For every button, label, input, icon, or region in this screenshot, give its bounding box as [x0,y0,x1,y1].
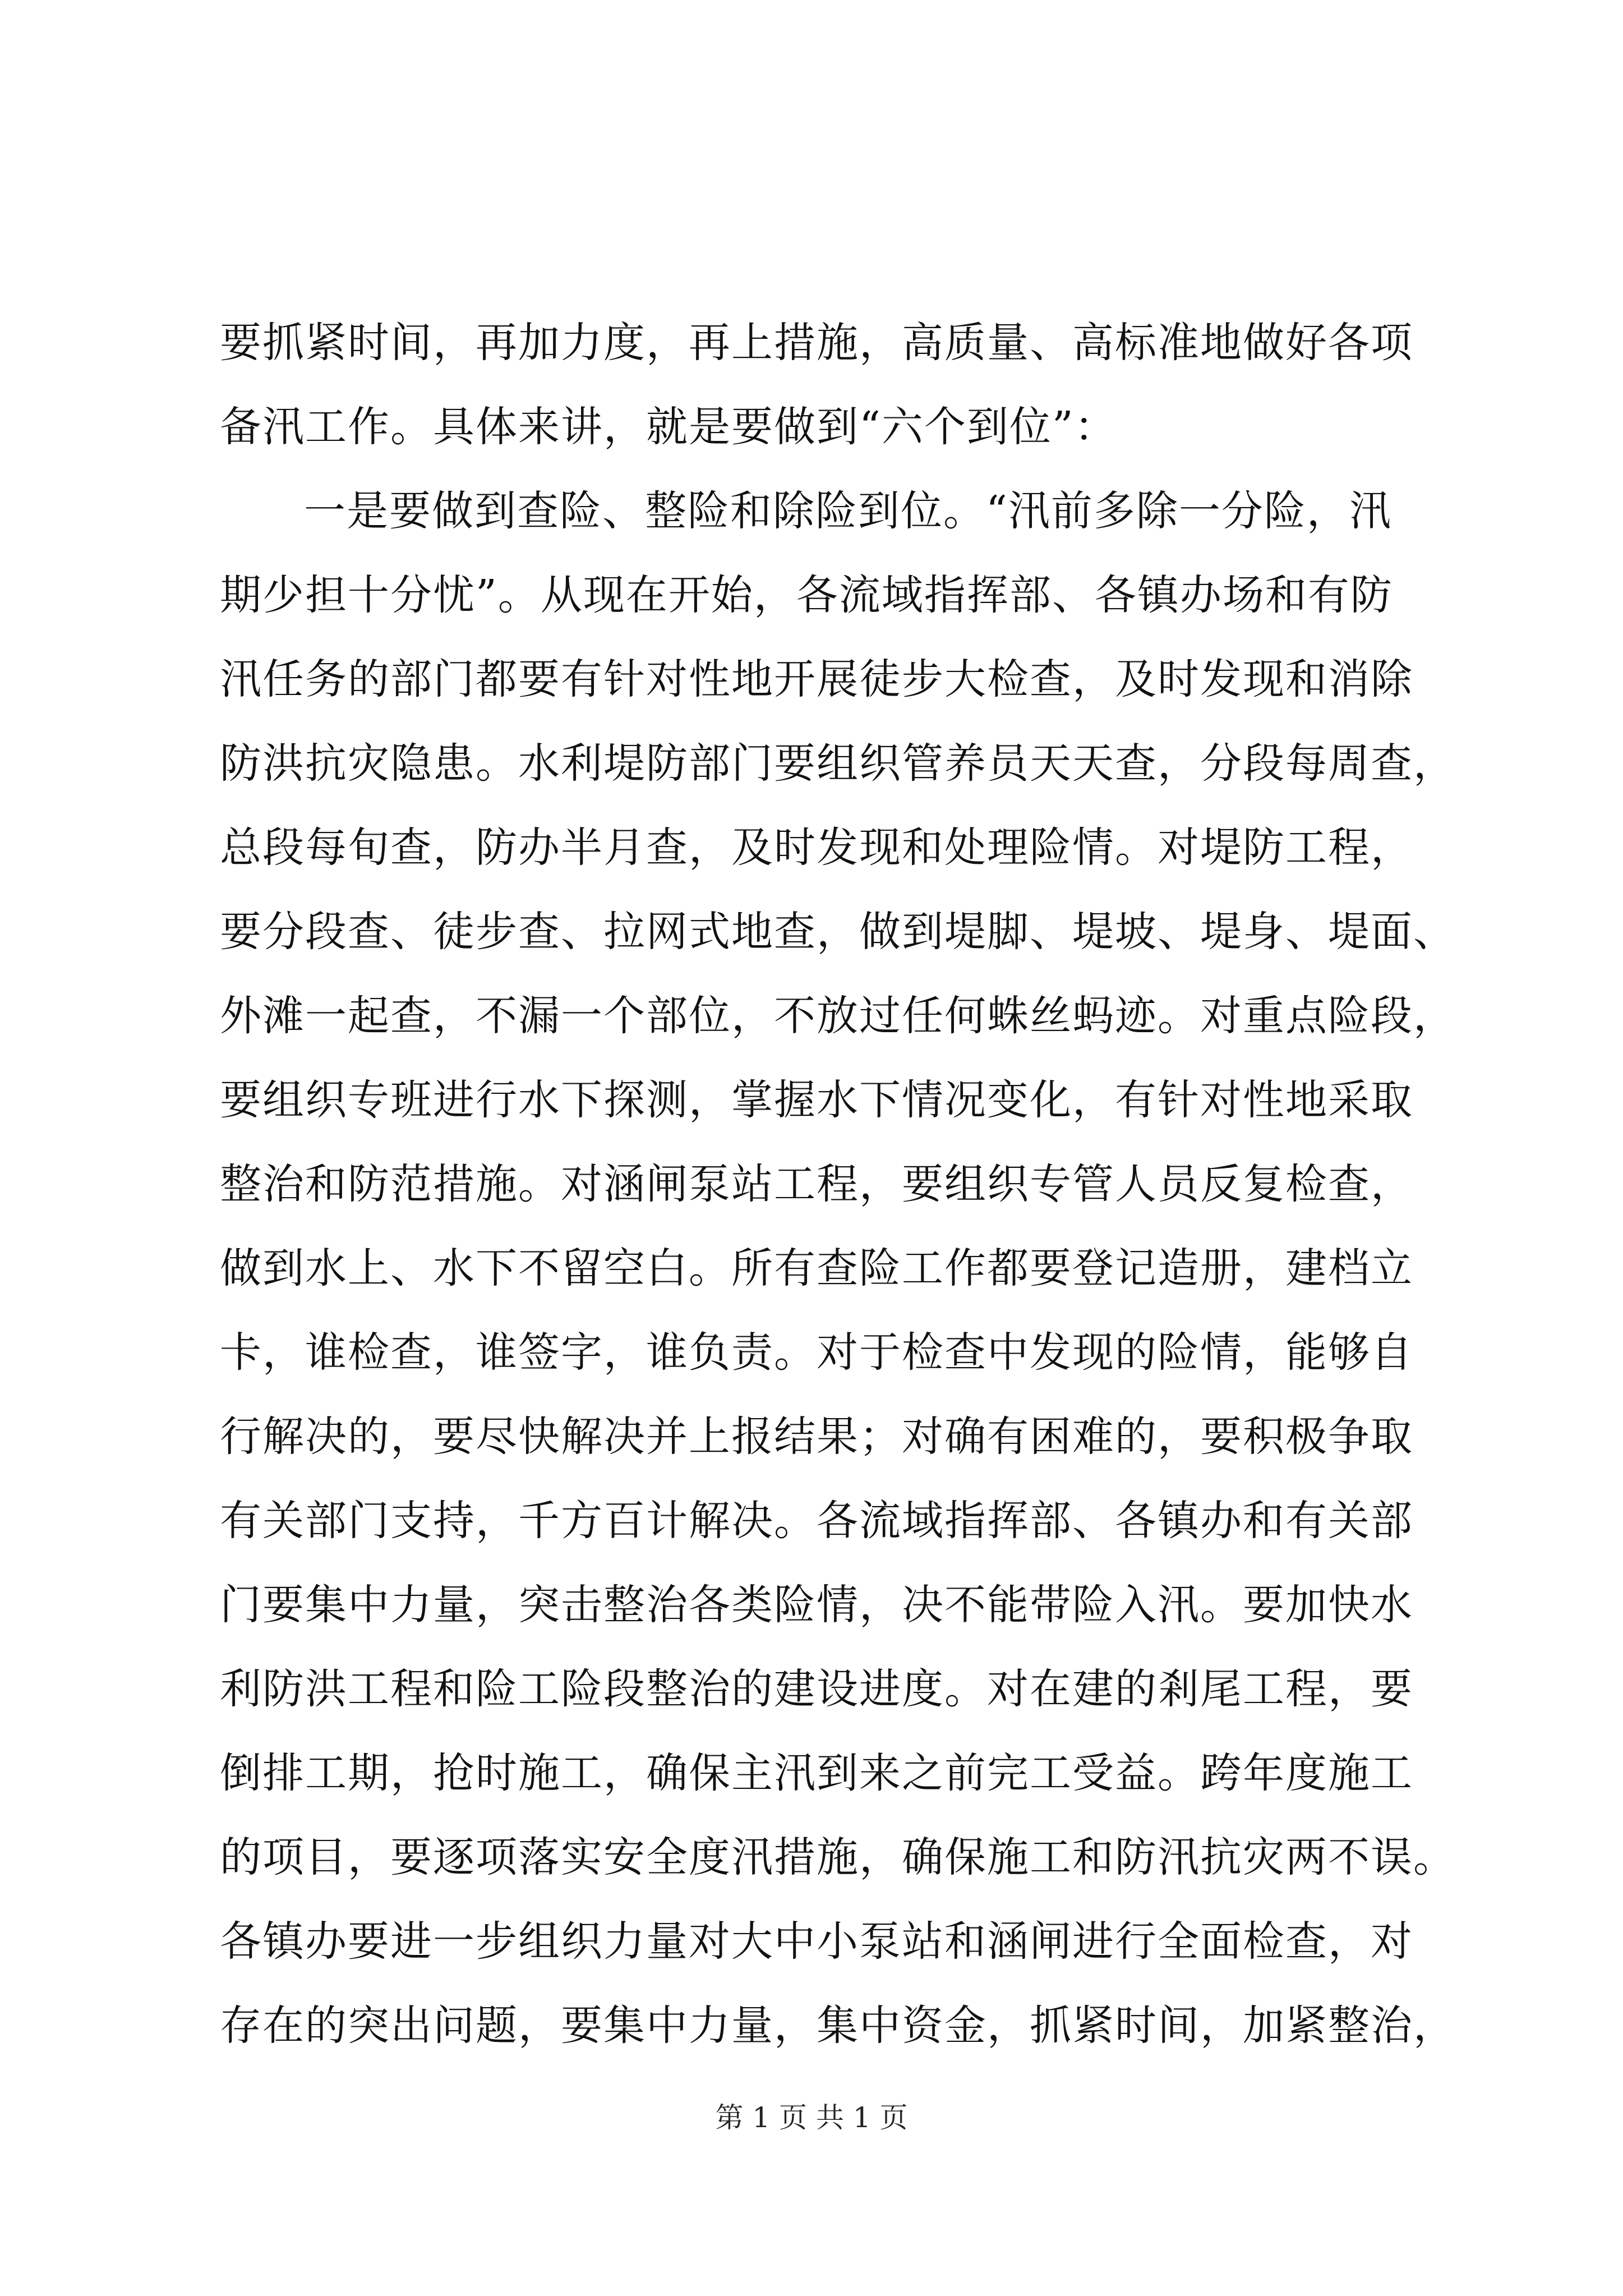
text-line: 门要集中力量，突击整治各类险情，决不能带险入汛。要加快水 [220,1581,1413,1629]
text-line: 汛任务的部门都要有针对性地开展徒步大检查，及时发现和消除 [220,655,1413,703]
text-line: 卡，谁检查，谁签字，谁负责。对于检查中发现的险情，能够自 [220,1328,1413,1377]
text-line: 总段每旬查，防办半月查，及时发现和处理险情。对堤防工程， [220,823,1413,872]
text-line: 存在的突出问题，要集中力量，集中资金，抓紧时间，加紧整治， [220,2001,1456,2050]
text-line: 要分段查、徒步查、拉网式地查，做到堤脚、堤坡、堤身、堤面、 [220,908,1456,956]
text-line: 利防洪工程和险工险段整治的建设进度。对在建的剎尾工程，要 [220,1665,1413,1713]
text-line: 各镇办要进一步组织力量对大中小泵站和涵闸进行全面检查，对 [220,1917,1413,1966]
text-line: 防洪抗灾隐患。水利堤防部门要组织管养员天天查，分段每周查， [220,739,1456,788]
text-line: 要抓紧时间，再加力度，再上措施，高质量、高标准地做好各项 [220,319,1413,367]
text-line: 要组织专班进行水下探测，掌握水下情况变化，有针对性地采取 [220,1076,1413,1124]
text-line: 的项目，要逐项落实安全度汛措施，确保施工和防汛抗灾两不误。 [220,1833,1456,1881]
text-line: 有关部门支持，千方百计解决。各流域指挥部、各镇办和有关部 [220,1497,1413,1545]
text-line: 外滩一起查，不漏一个部位，不放过任何蛛丝蚂迹。对重点险段， [220,992,1456,1040]
text-line: 倒排工期，抢时施工，确保主汛到来之前完工受益。跨年度施工 [220,1749,1413,1797]
page-number-footer: 第 1 页 共 1 页 [715,2101,908,2134]
text-line: 整治和防范措施。对涵闸泵站工程，要组织专管人员反复检查， [220,1160,1413,1208]
body-text [220,301,1456,2068]
paragraph-start-line: 一是要做到查险、整险和除险到位。“汛前多除一分险，汛 [304,487,1392,535]
text-line: 行解决的，要尽快解决并上报结果；对确有困难的，要积极争取 [220,1412,1413,1461]
text-line: 期少担十分忧”。从现在开始，各流域指挥部、各镇办场和有防 [220,571,1393,619]
text-line: 备汛工作。具体来讲，就是要做到“六个到位”： [220,403,1117,451]
text-line: 做到水上、水下不留空白。所有查险工作都要登记造册，建档立 [220,1244,1413,1292]
